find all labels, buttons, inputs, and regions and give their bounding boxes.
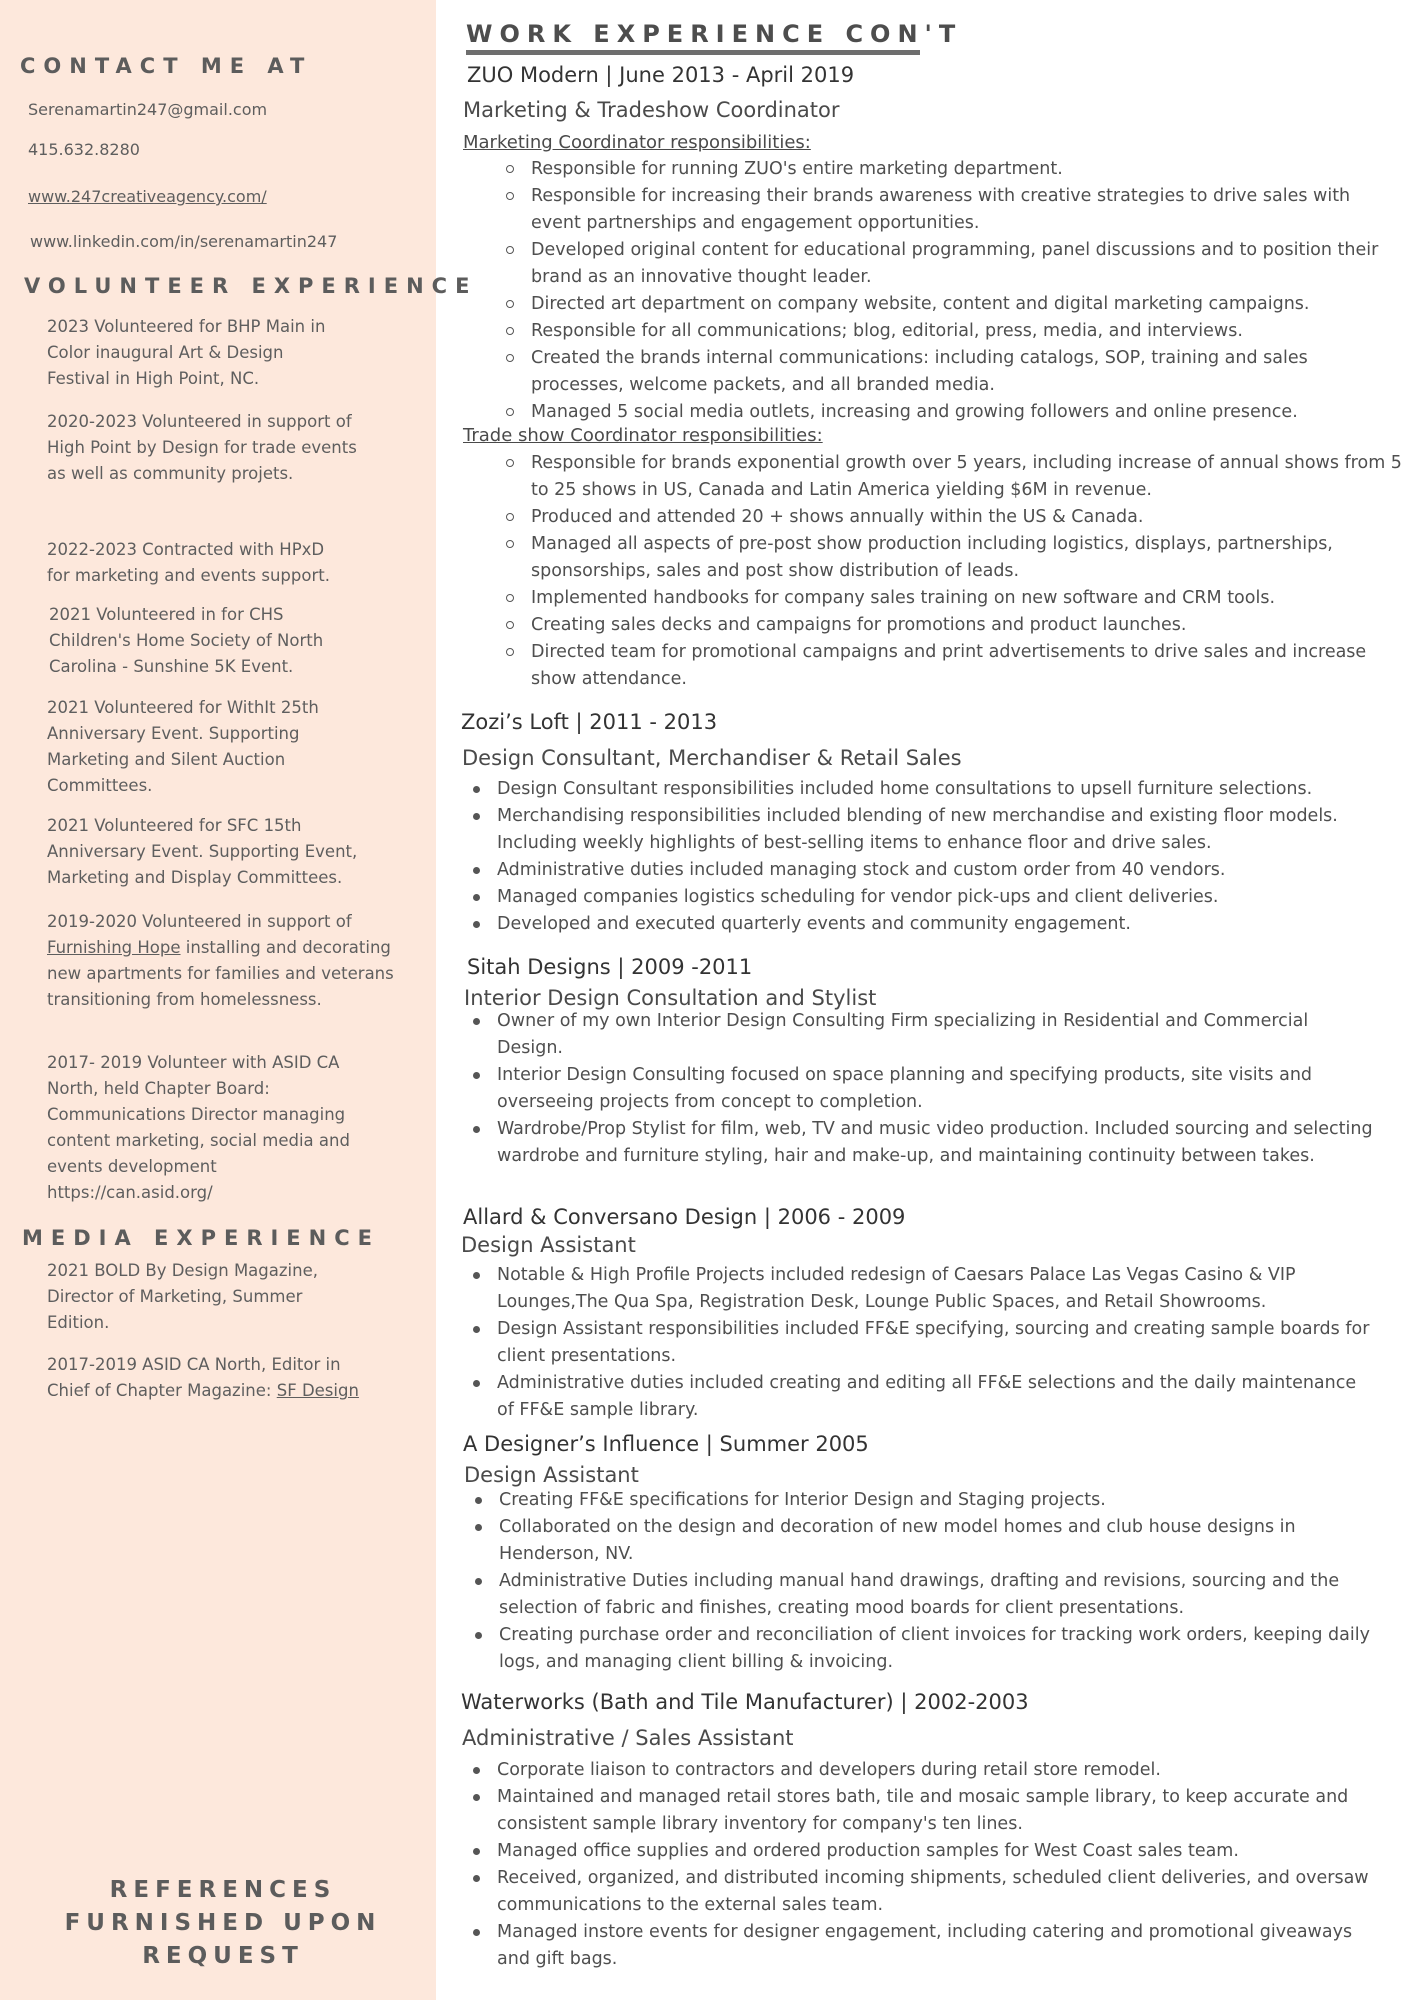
volunteer-item: 2021 Volunteered in for CHS Children's Home Society of North Carolina - Sunshine 5K Event. — [49, 605, 324, 676]
list-item: Merchandising responsibilities included blending of new merchandise and existing floor models. Including weekly highlights of best-selling items to enhance floor and drive sales. — [463, 803, 1403, 857]
email-text: Serenamartin247@gmail.com — [28, 100, 268, 119]
job-heading: Zozi’s Loft | 2011 - 2013 — [461, 710, 718, 734]
list-item: Managed 5 social media outlets, increasing and growing followers and online presence. — [497, 399, 1402, 426]
list-item: Managed all aspects of pre-post show production including logistics, displays, partnerships, sponsorships, sales and post show distribution of leads. — [497, 531, 1402, 585]
contact-heading: CONTACT ME AT — [20, 54, 313, 78]
volunteer-item: 2022-2023 Contracted with HPxD for marketing and events support. — [47, 540, 330, 585]
list-item: Responsible for brands exponential growth over 5 years, including increase of annual shows from 5 to 25 shows in US, Canada and Latin America yielding $6M in revenue. — [497, 450, 1402, 504]
references-note — [30, 1874, 416, 1973]
list-item: Administrative Duties including manual hand drawings, drafting and revisions, sourcing and the selection of fabric and finishes, creating mood boards for client presentations. — [465, 1568, 1375, 1622]
allard-list — [463, 1262, 1373, 1424]
list-item: Managed instore events for designer engagement, including catering and promotional giveaways and gift bags. — [463, 1919, 1373, 1973]
list-item: Creating purchase order and reconciliation of client invoices for tracking work orders, keeping daily logs, and managing client billing & invoicing. — [465, 1622, 1375, 1676]
tradeshow-list — [497, 450, 1402, 693]
list-item: Maintained and managed retail stores bath, tile and mosaic sample library, to keep accurate and consistent sample library inventory for company's ten lines. — [463, 1784, 1373, 1838]
furnishing-hope-link[interactable]: Furnishing Hope — [47, 938, 181, 957]
job-heading: Allard & Conversano Design | 2006 - 2009 — [463, 1205, 906, 1229]
list-item: Administrative duties included managing stock and custom order from 40 vendors. — [463, 857, 1403, 884]
zozis-list — [463, 776, 1403, 938]
list-item: Creating FF&E specifications for Interior Design and Staging projects. — [465, 1487, 1375, 1514]
list-item: Implemented handbooks for company sales training on new software and CRM tools. — [497, 585, 1402, 612]
references-line: FURNISHED UPON — [64, 1910, 382, 1936]
list-item: Responsible for all communications; blog, editorial, press, media, and interviews. — [497, 318, 1402, 345]
phone-text: 415.632.8280 — [28, 140, 140, 159]
volunteer-item-text: 2019-2020 Volunteered in support of — [47, 912, 352, 931]
list-item: Received, organized, and distributed incoming shipments, scheduled client deliveries, and oversaw communications to the external sales team. — [463, 1865, 1373, 1919]
list-item: Administrative duties included creating and editing all FF&E selections and the daily maintenance of FF&E sample library. — [463, 1370, 1373, 1424]
list-item: Developed original content for educational programming, panel discussions and to position their brand as an innovative thought leader. — [497, 237, 1402, 291]
list-item: Notable & High Profile Projects included redesign of Caesars Palace Las Vegas Casino & VIP Lounges,The Qua Spa, Registration Desk, Lounge Public Spaces, and Retail Showrooms. — [463, 1262, 1373, 1316]
volunteer-item — [47, 909, 397, 1013]
media-heading: MEDIA EXPERIENCE — [22, 1226, 380, 1250]
job-heading: Waterworks (Bath and Tile Manufacturer) | 2002-2003 — [461, 1690, 1029, 1714]
list-item: Design Consultant responsibilities included home consultations to upsell furniture selections. — [463, 776, 1403, 803]
job-role: Interior Design Consultation and Stylist — [464, 986, 877, 1010]
volunteer-item: 2023 Volunteered for BHP Main in Color inaugural Art & Design Festival in High Point, NC. — [47, 317, 326, 388]
designers-influence-list — [465, 1487, 1375, 1676]
waterworks-list — [463, 1757, 1373, 1973]
volunteer-item: 2021 Volunteered for SFC 15th Anniversary Event. Supporting Event, Marketing and Display Committees. — [47, 816, 358, 887]
job-role: Marketing & Tradeshow Coordinator — [463, 98, 840, 122]
media-item: 2021 BOLD By Design Magazine, Director of Marketing, Summer Edition. — [47, 1261, 318, 1332]
list-item: Wardrobe/Prop Stylist for film, web, TV and music video production. Included sourcing and selecting wardrobe and furniture styling, hair and make-up, and maintaining continuity between takes. — [463, 1116, 1373, 1170]
list-item: Collaborated on the design and decoration of new model homes and club house designs in Henderson, NV. — [465, 1514, 1375, 1568]
list-item: Responsible for increasing their brands awareness with creative strategies to drive sales with event partnerships and engagement opportunities. — [497, 183, 1402, 237]
list-item: Directed team for promotional campaigns and print advertisements to drive sales and increase show attendance. — [497, 639, 1402, 693]
media-item — [47, 1352, 367, 1404]
list-item: Design Assistant responsibilities included FF&E specifying, sourcing and creating sample boards for client presentations. — [463, 1316, 1373, 1370]
references-line: REQUEST — [142, 1943, 304, 1969]
references-line: REFERENCES — [109, 1877, 337, 1903]
work-experience-title: WORK EXPERIENCE CON'T — [466, 20, 963, 48]
job-role: Design Consultant, Merchandiser & Retail Sales — [462, 746, 962, 770]
sitah-list — [463, 1008, 1373, 1170]
list-item: Interior Design Consulting focused on space planning and specifying products, site visits and overseeing projects from concept to completion. — [463, 1062, 1373, 1116]
marketing-subheading: Marketing Coordinator responsibilities: — [463, 132, 811, 153]
sf-design-link[interactable]: SF Design — [276, 1381, 359, 1400]
website-link[interactable]: www.247creativeagency.com/ — [28, 187, 267, 206]
job-role: Design Assistant — [464, 1463, 639, 1487]
volunteer-item: 2017- 2019 Volunteer with ASID CA North, held Chapter Board: Communications Director managing content marketing, social media and events development https://can.asid.org/ — [47, 1053, 350, 1202]
list-item: Produced and attended 20 + shows annually within the US & Canada. — [497, 504, 1402, 531]
job-heading: Sitah Designs | 2009 -2011 — [467, 955, 753, 979]
sidebar — [0, 0, 478, 2000]
volunteer-heading: VOLUNTEER EXPERIENCE — [24, 274, 478, 298]
job-role: Design Assistant — [461, 1233, 636, 1257]
marketing-list — [497, 156, 1402, 426]
list-item: Creating sales decks and campaigns for promotions and product launches. — [497, 612, 1402, 639]
title-underline — [466, 50, 920, 55]
list-item: Managed companies logistics scheduling for vendor pick-ups and client deliveries. — [463, 884, 1403, 911]
job-heading: A Designer’s Influence | Summer 2005 — [463, 1432, 869, 1456]
list-item: Developed and executed quarterly events and community engagement. — [463, 911, 1403, 938]
list-item: Directed art department on company website, content and digital marketing campaigns. — [497, 291, 1402, 318]
tradeshow-subheading: Trade show Coordinator responsibilities: — [463, 425, 823, 446]
linkedin-text: www.linkedin.com/in/serenamartin247 — [30, 232, 338, 251]
list-item: Owner of my own Interior Design Consulting Firm specializing in Residential and Commercial Design. — [463, 1008, 1373, 1062]
job-role: Administrative / Sales Assistant — [462, 1726, 794, 1750]
list-item: Corporate liaison to contractors and developers during retail store remodel. — [463, 1757, 1373, 1784]
volunteer-item: 2021 Volunteered for WithIt 25th Anniversary Event. Supporting Marketing and Silent Auction Committees. — [47, 698, 319, 795]
volunteer-item: 2020-2023 Volunteered in support of High Point by Design for trade events as well as community projets. — [47, 412, 357, 483]
media-item-text: 2017-2019 ASID CA North, Editor in Chief of Chapter Magazine: — [47, 1355, 341, 1400]
list-item: Responsible for running ZUO's entire marketing department. — [497, 156, 1402, 183]
job-heading: ZUO Modern | June 2013 - April 2019 — [467, 63, 855, 87]
list-item: Created the brands internal communications: including catalogs, SOP, training and sales processes, welcome packets, and all branded media. — [497, 345, 1402, 399]
list-item: Managed office supplies and ordered production samples for West Coast sales team. — [463, 1838, 1373, 1865]
volunteer-item-text: installing and decorating new apartments for families and veterans transitioning from homelessness. — [47, 938, 394, 1009]
